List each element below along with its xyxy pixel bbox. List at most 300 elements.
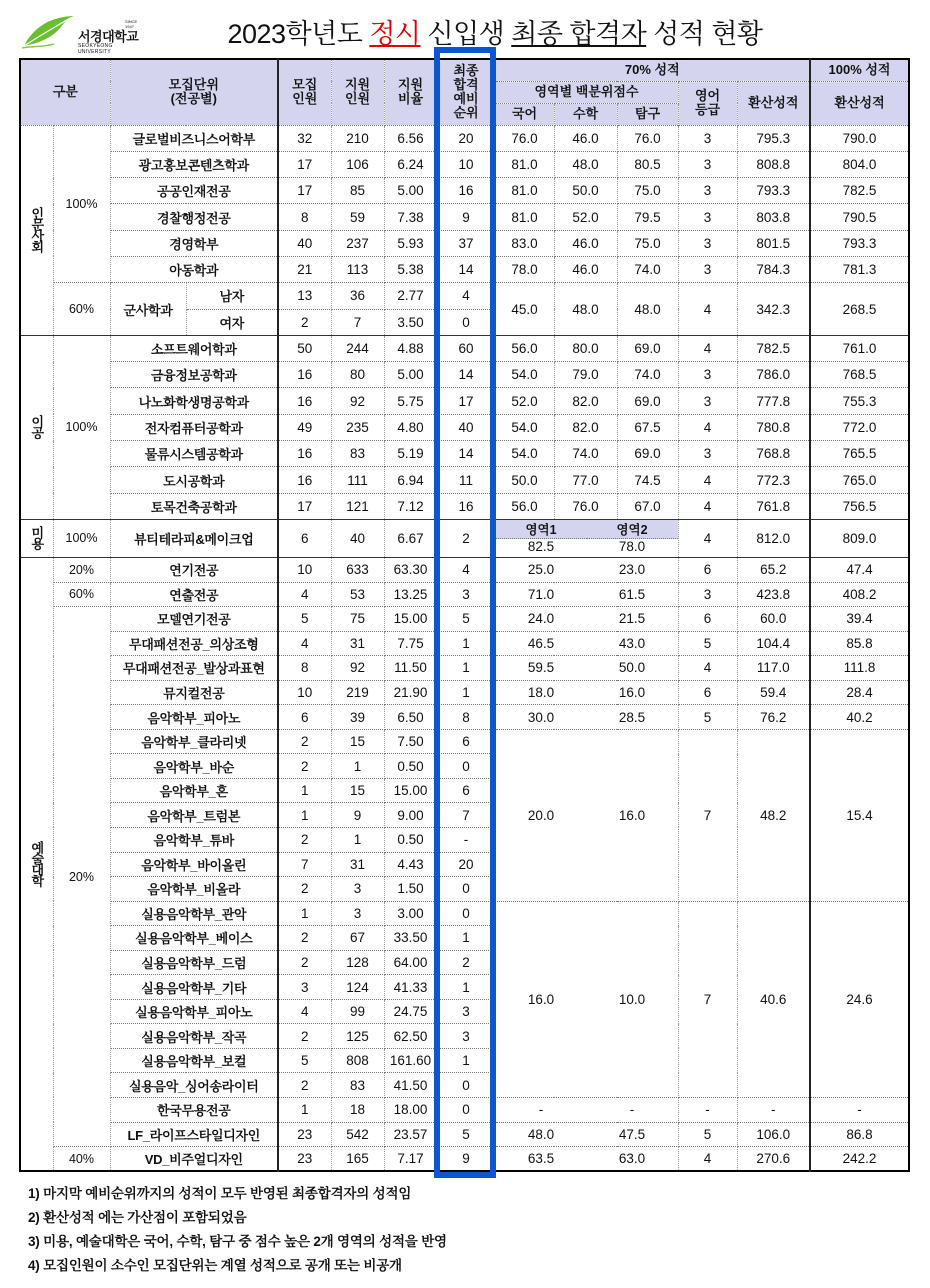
area2-score: 78.0 (618, 538, 646, 554)
waitlist-rank: 5 (437, 607, 495, 632)
waitlist-rank: 1 (437, 926, 495, 951)
logo-since: SINCE 1947 (125, 19, 138, 29)
competition-ratio: 21.90 (384, 680, 437, 705)
area2-score: 16.0 (618, 807, 646, 823)
english-grade: 3 (678, 151, 737, 177)
english-grade: 3 (678, 582, 737, 607)
unit-name: 광고홍보콘텐츠학과 (110, 151, 278, 177)
unit-name: LF_라이프스타일디자인 (110, 1122, 278, 1147)
section-label (20, 335, 53, 519)
header-converted70: 환산성적 (737, 81, 810, 125)
converted-score-100: 755.3 (810, 388, 909, 414)
converted-score-70: 104.4 (737, 631, 810, 656)
converted-score-70: 782.5 (737, 335, 810, 361)
table-row (20, 467, 909, 493)
quota: 17 (278, 493, 331, 519)
applicants: 808 (331, 1048, 384, 1073)
area1-score: 82.5 (527, 538, 555, 554)
section-label (20, 519, 53, 557)
applicants: 125 (331, 1024, 384, 1049)
unit-name: VD_비주얼디자인 (110, 1147, 278, 1172)
score-pair (496, 685, 678, 700)
reflection-ratio: 100% (53, 125, 110, 283)
english-grade: 5 (678, 631, 737, 656)
waitlist-rank: 1 (437, 656, 495, 681)
korean-score: 81.0 (495, 204, 554, 230)
applicants: 165 (331, 1147, 384, 1172)
inquiry-score: 67.0 (617, 493, 678, 519)
unit-name: 음악학부_바이올린 (110, 852, 278, 877)
converted-score-70: 777.8 (737, 388, 810, 414)
score-pair (496, 1151, 678, 1166)
applicants: 53 (331, 582, 384, 607)
converted-score-100: 86.8 (810, 1122, 909, 1147)
gender: 여자 (186, 309, 278, 335)
table-row (20, 335, 909, 361)
competition-ratio: 5.38 (384, 256, 437, 282)
score-pair (496, 1127, 678, 1142)
converted-score-100: 15.4 (810, 729, 909, 901)
table-row (20, 441, 909, 467)
quota: 16 (278, 362, 331, 388)
converted-score-100: 804.0 (810, 151, 909, 177)
inquiry-score: 67.5 (617, 414, 678, 440)
competition-ratio: 7.38 (384, 204, 437, 230)
english-grade: 6 (678, 607, 737, 632)
competition-ratio: 7.50 (384, 729, 437, 754)
area1-score: 24.0 (527, 611, 555, 627)
inquiry-score: 75.0 (617, 178, 678, 204)
table-row (20, 414, 909, 440)
footnotes (28, 1182, 447, 1278)
area2-score: 50.0 (618, 660, 646, 676)
english-grade: 3 (678, 178, 737, 204)
converted-score-70: - (737, 1097, 810, 1122)
quota: 16 (278, 441, 331, 467)
title-part: 신입생 (420, 19, 512, 49)
converted-score-100: 809.0 (810, 519, 909, 557)
score-pair (496, 587, 678, 602)
competition-ratio: 0.50 (384, 827, 437, 852)
converted-score-100: 781.3 (810, 256, 909, 282)
math-score: 74.0 (554, 441, 617, 467)
unit-name: 경찰행정전공 (110, 204, 278, 230)
quota: 17 (278, 178, 331, 204)
competition-ratio: 18.00 (384, 1097, 437, 1122)
competition-ratio: 6.94 (384, 467, 437, 493)
area1-score: 63.5 (527, 1151, 555, 1167)
converted-score-70: 342.3 (737, 283, 810, 336)
quota: 50 (278, 335, 331, 361)
competition-ratio: 33.50 (384, 926, 437, 951)
section-label-text: 예술대학 (29, 840, 45, 885)
unit-name: 뮤지컬전공 (110, 680, 278, 705)
area1-score: 46.5 (527, 635, 555, 651)
applicants: 106 (331, 151, 384, 177)
competition-ratio: 5.75 (384, 388, 437, 414)
converted-score-70: 48.2 (737, 729, 810, 901)
area1-label: 영역1 (496, 520, 587, 539)
english-grade: 4 (678, 283, 737, 336)
competition-ratio: 4.80 (384, 414, 437, 440)
top2-scores (495, 607, 678, 632)
english-grade: 5 (678, 1122, 737, 1147)
converted-score-70: 270.6 (737, 1147, 810, 1172)
competition-ratio: 3.00 (384, 901, 437, 926)
applicants: 235 (331, 414, 384, 440)
area2-score: 23.0 (618, 562, 646, 578)
waitlist-rank: 17 (437, 388, 495, 414)
applicants: 80 (331, 362, 384, 388)
top2-scores (495, 1147, 678, 1172)
english-grade: 4 (678, 467, 737, 493)
table-row (20, 178, 909, 204)
quota: 13 (278, 283, 331, 309)
applicants: 121 (331, 493, 384, 519)
waitlist-rank: 3 (437, 1024, 495, 1049)
header-converted100: 환산성적 (810, 81, 909, 125)
inquiry-score: 74.5 (617, 467, 678, 493)
waitlist-rank: 14 (437, 441, 495, 467)
table-row (20, 729, 909, 754)
waitlist-rank: 37 (437, 230, 495, 256)
waitlist-rank: 2 (437, 519, 495, 557)
top2-scores (495, 901, 678, 1097)
title-part: 성적 현황 (646, 19, 763, 49)
section-label-text: 이공 (29, 414, 45, 437)
converted-score-70: 780.8 (737, 414, 810, 440)
english-grade: 3 (678, 256, 737, 282)
unit-name: 무대패션전공_발상과표현 (110, 656, 278, 681)
math-score: 46.0 (554, 125, 617, 151)
korean-score: 78.0 (495, 256, 554, 282)
applicants: 1 (331, 754, 384, 779)
unit-name: 나노화학생명공학과 (110, 388, 278, 414)
math-score: 79.0 (554, 362, 617, 388)
math-score: 48.0 (554, 283, 617, 336)
english-grade: 4 (678, 1147, 737, 1172)
area2-score: 28.5 (618, 709, 646, 725)
english-grade: 3 (678, 204, 737, 230)
converted-score-100: - (810, 1097, 909, 1122)
english-grade: 4 (678, 414, 737, 440)
applicants: 219 (331, 680, 384, 705)
quota: 40 (278, 230, 331, 256)
inquiry-score: 69.0 (617, 335, 678, 361)
inquiry-score: 75.0 (617, 230, 678, 256)
applicants: 633 (331, 557, 384, 582)
english-grade: 7 (678, 901, 737, 1097)
waitlist-rank: 9 (437, 204, 495, 230)
english-grade: 7 (678, 729, 737, 901)
english-grade: 4 (678, 493, 737, 519)
korean-score: 81.0 (495, 178, 554, 204)
section-label-text: 인문사회 (29, 206, 45, 251)
korean-score: 83.0 (495, 230, 554, 256)
unit-name: 물류시스템공학과 (110, 441, 278, 467)
quota: 16 (278, 467, 331, 493)
competition-ratio: 6.50 (384, 705, 437, 730)
area2-score: - (629, 1102, 635, 1118)
converted-score-70: 117.0 (737, 656, 810, 681)
applicants: 18 (331, 1097, 384, 1122)
waitlist-rank: 16 (437, 178, 495, 204)
applicants: 210 (331, 125, 384, 151)
area1-score: 59.5 (527, 660, 555, 676)
competition-ratio: 161.60 (384, 1048, 437, 1073)
waitlist-rank: 11 (437, 467, 495, 493)
converted-score-70: 803.8 (737, 204, 810, 230)
top2-scores (495, 729, 678, 901)
reflection-ratio: 100% (53, 335, 110, 519)
converted-score-100: 765.0 (810, 467, 909, 493)
english-grade: 4 (678, 656, 737, 681)
competition-ratio: 6.56 (384, 125, 437, 151)
english-grade: - (678, 1097, 737, 1122)
competition-ratio: 4.88 (384, 335, 437, 361)
area-scores (495, 519, 678, 557)
waitlist-rank: 20 (437, 125, 495, 151)
korean-score: 56.0 (495, 493, 554, 519)
applicants: 67 (331, 926, 384, 951)
applicants: 1 (331, 827, 384, 852)
waitlist-rank: 20 (437, 852, 495, 877)
competition-ratio: 62.50 (384, 1024, 437, 1049)
competition-ratio: 0.50 (384, 754, 437, 779)
waitlist-rank: 1 (437, 631, 495, 656)
area2-score: 43.0 (618, 635, 646, 651)
english-grade: 6 (678, 557, 737, 582)
table-row (20, 656, 909, 681)
english-grade: 6 (678, 680, 737, 705)
waitlist-rank: 4 (437, 557, 495, 582)
quota: 6 (278, 519, 331, 557)
competition-ratio: 15.00 (384, 607, 437, 632)
english-grade: 3 (678, 362, 737, 388)
quota: 10 (278, 680, 331, 705)
quota: 1 (278, 901, 331, 926)
score-pair (496, 992, 678, 1007)
applicants: 39 (331, 705, 384, 730)
korean-score: 54.0 (495, 362, 554, 388)
converted-score-70: 808.8 (737, 151, 810, 177)
quota: 2 (278, 729, 331, 754)
table-row (20, 256, 909, 282)
converted-score-70: 40.6 (737, 901, 810, 1097)
quota: 2 (278, 950, 331, 975)
applicants: 31 (331, 852, 384, 877)
area1-score: 20.0 (527, 807, 555, 823)
applicants: 31 (331, 631, 384, 656)
header-math: 수학 (554, 103, 617, 125)
math-score: 77.0 (554, 467, 617, 493)
converted-score-70: 784.3 (737, 256, 810, 282)
unit-name: 공공인재전공 (110, 178, 278, 204)
converted-score-70: 768.8 (737, 441, 810, 467)
applicants: 128 (331, 950, 384, 975)
waitlist-rank: 0 (437, 901, 495, 926)
quota: 4 (278, 631, 331, 656)
table-row (20, 519, 909, 557)
reflection-ratio: 60% (53, 283, 110, 336)
header-english: 영어 등급 (678, 81, 737, 125)
competition-ratio: 5.00 (384, 362, 437, 388)
waitlist-rank: 40 (437, 414, 495, 440)
inquiry-score: 80.5 (617, 151, 678, 177)
korean-score: 81.0 (495, 151, 554, 177)
math-score: 48.0 (554, 151, 617, 177)
unit-name: 음악학부_튜바 (110, 827, 278, 852)
unit-name: 군사학과 (110, 283, 186, 336)
unit-name: 실용음악학부_베이스 (110, 926, 278, 951)
quota: 2 (278, 827, 331, 852)
title-underlined: 최종 합격자 (511, 19, 647, 49)
english-grade: 4 (678, 519, 737, 557)
applicants: 124 (331, 975, 384, 1000)
area1-score: 25.0 (527, 562, 555, 578)
unit-name: 무대패션전공_의상조형 (110, 631, 278, 656)
unit-name: 뷰티테라피&메이크업 (110, 519, 278, 557)
math-score: 52.0 (554, 204, 617, 230)
area2-label: 영역2 (587, 520, 678, 539)
top2-scores (495, 1122, 678, 1147)
unit-name: 실용음악학부_피아노 (110, 999, 278, 1024)
converted-score-100: 772.0 (810, 414, 909, 440)
score-pair (496, 1102, 678, 1117)
score-pair (496, 808, 678, 823)
unit-name: 도시공학과 (110, 467, 278, 493)
waitlist-rank: 1 (437, 975, 495, 1000)
unit-name: 실용음악학부_작곡 (110, 1024, 278, 1049)
header-inquiry: 탐구 (617, 103, 678, 125)
area2-score: 16.0 (618, 684, 646, 700)
converted-score-100: 765.5 (810, 441, 909, 467)
quota: 5 (278, 1048, 331, 1073)
top2-scores (495, 557, 678, 582)
converted-score-70: 76.2 (737, 705, 810, 730)
quota: 10 (278, 557, 331, 582)
waitlist-rank: 1 (437, 680, 495, 705)
unit-name: 토목건축공학과 (110, 493, 278, 519)
score-pair (496, 611, 678, 626)
competition-ratio: 1.50 (384, 877, 437, 902)
applicants: 75 (331, 607, 384, 632)
waitlist-rank: 0 (437, 1073, 495, 1098)
waitlist-rank: 14 (437, 362, 495, 388)
competition-ratio: 9.00 (384, 803, 437, 828)
korean-score: 50.0 (495, 467, 554, 493)
applicants: 83 (331, 1073, 384, 1098)
score-pair (496, 660, 678, 675)
quota: 5 (278, 607, 331, 632)
footnote: 1) 마지막 예비순위까지의 성적이 모두 반영된 최종합격자의 성적임 (28, 1186, 412, 1201)
competition-ratio: 13.25 (384, 582, 437, 607)
math-score: 80.0 (554, 335, 617, 361)
applicants: 92 (331, 388, 384, 414)
unit-name: 연기전공 (110, 557, 278, 582)
math-score: 50.0 (554, 178, 617, 204)
converted-score-70: 65.2 (737, 557, 810, 582)
table-row (20, 901, 909, 926)
inquiry-score: 69.0 (617, 388, 678, 414)
table-row (20, 607, 909, 632)
top2-scores (495, 705, 678, 730)
applicants: 40 (331, 519, 384, 557)
area1-score: 16.0 (527, 991, 555, 1007)
applicants: 3 (331, 901, 384, 926)
korean-score: 45.0 (495, 283, 554, 336)
quota: 49 (278, 414, 331, 440)
footnote: 2) 환산성적 에는 가산점이 포함되었음 (28, 1210, 247, 1225)
unit-name: 모델연기전공 (110, 607, 278, 632)
reflection-ratio: 60% (53, 582, 110, 607)
korean-score: 54.0 (495, 414, 554, 440)
unit-name: 한국무용전공 (110, 1097, 278, 1122)
section-label (20, 557, 53, 1171)
gender: 남자 (186, 283, 278, 309)
unit-name: 아동학과 (110, 256, 278, 282)
header-waitlist: 최종 합격 예비 순위 (437, 59, 495, 125)
unit-name: 실용음악_싱어송라이터 (110, 1073, 278, 1098)
reflection-ratio: 20% (53, 607, 110, 1147)
english-grade: 3 (678, 441, 737, 467)
reflection-ratio: 100% (53, 519, 110, 557)
converted-score-70: 801.5 (737, 230, 810, 256)
waitlist-rank: 1 (437, 1048, 495, 1073)
waitlist-rank: 2 (437, 950, 495, 975)
competition-ratio: 7.17 (384, 1147, 437, 1172)
converted-score-100: 242.2 (810, 1147, 909, 1172)
table-row (20, 230, 909, 256)
applicants: 3 (331, 877, 384, 902)
header-percentile: 영역별 백분위점수 (495, 81, 678, 103)
math-score: 76.0 (554, 493, 617, 519)
competition-ratio: 6.24 (384, 151, 437, 177)
english-grade: 3 (678, 230, 737, 256)
converted-score-100: 47.4 (810, 557, 909, 582)
competition-ratio: 11.50 (384, 656, 437, 681)
converted-score-100: 24.6 (810, 901, 909, 1097)
unit-name: 실용음악학부_보컬 (110, 1048, 278, 1073)
area2-score: 63.0 (618, 1151, 646, 1167)
math-score: 46.0 (554, 256, 617, 282)
competition-ratio: 63.30 (384, 557, 437, 582)
quota: 23 (278, 1122, 331, 1147)
waitlist-rank: 4 (437, 283, 495, 309)
logo-name: 서경대학교 (78, 29, 139, 44)
quota: 1 (278, 778, 331, 803)
table-body (20, 125, 909, 1171)
unit-name: 실용음악학부_기타 (110, 975, 278, 1000)
unit-name: 글로벌비즈니스어학부 (110, 125, 278, 151)
competition-ratio: 5.00 (384, 178, 437, 204)
top2-scores (495, 656, 678, 681)
quota: 7 (278, 852, 331, 877)
english-grade: 3 (678, 388, 737, 414)
logo-subtitle: SEOKYEONG UNIVERSITY (78, 43, 113, 55)
competition-ratio: 7.75 (384, 631, 437, 656)
applicants: 237 (331, 230, 384, 256)
footnote: 4) 모집인원이 소수인 모집단위는 계열 성적으로 공개 또는 비공개 (28, 1258, 402, 1273)
quota: 4 (278, 582, 331, 607)
unit-name: 실용음악학부_관악 (110, 901, 278, 926)
quota: 3 (278, 975, 331, 1000)
converted-score-70: 793.3 (737, 178, 810, 204)
quota: 2 (278, 926, 331, 951)
table-row (20, 283, 909, 309)
quota: 23 (278, 1147, 331, 1172)
quota: 2 (278, 309, 331, 335)
